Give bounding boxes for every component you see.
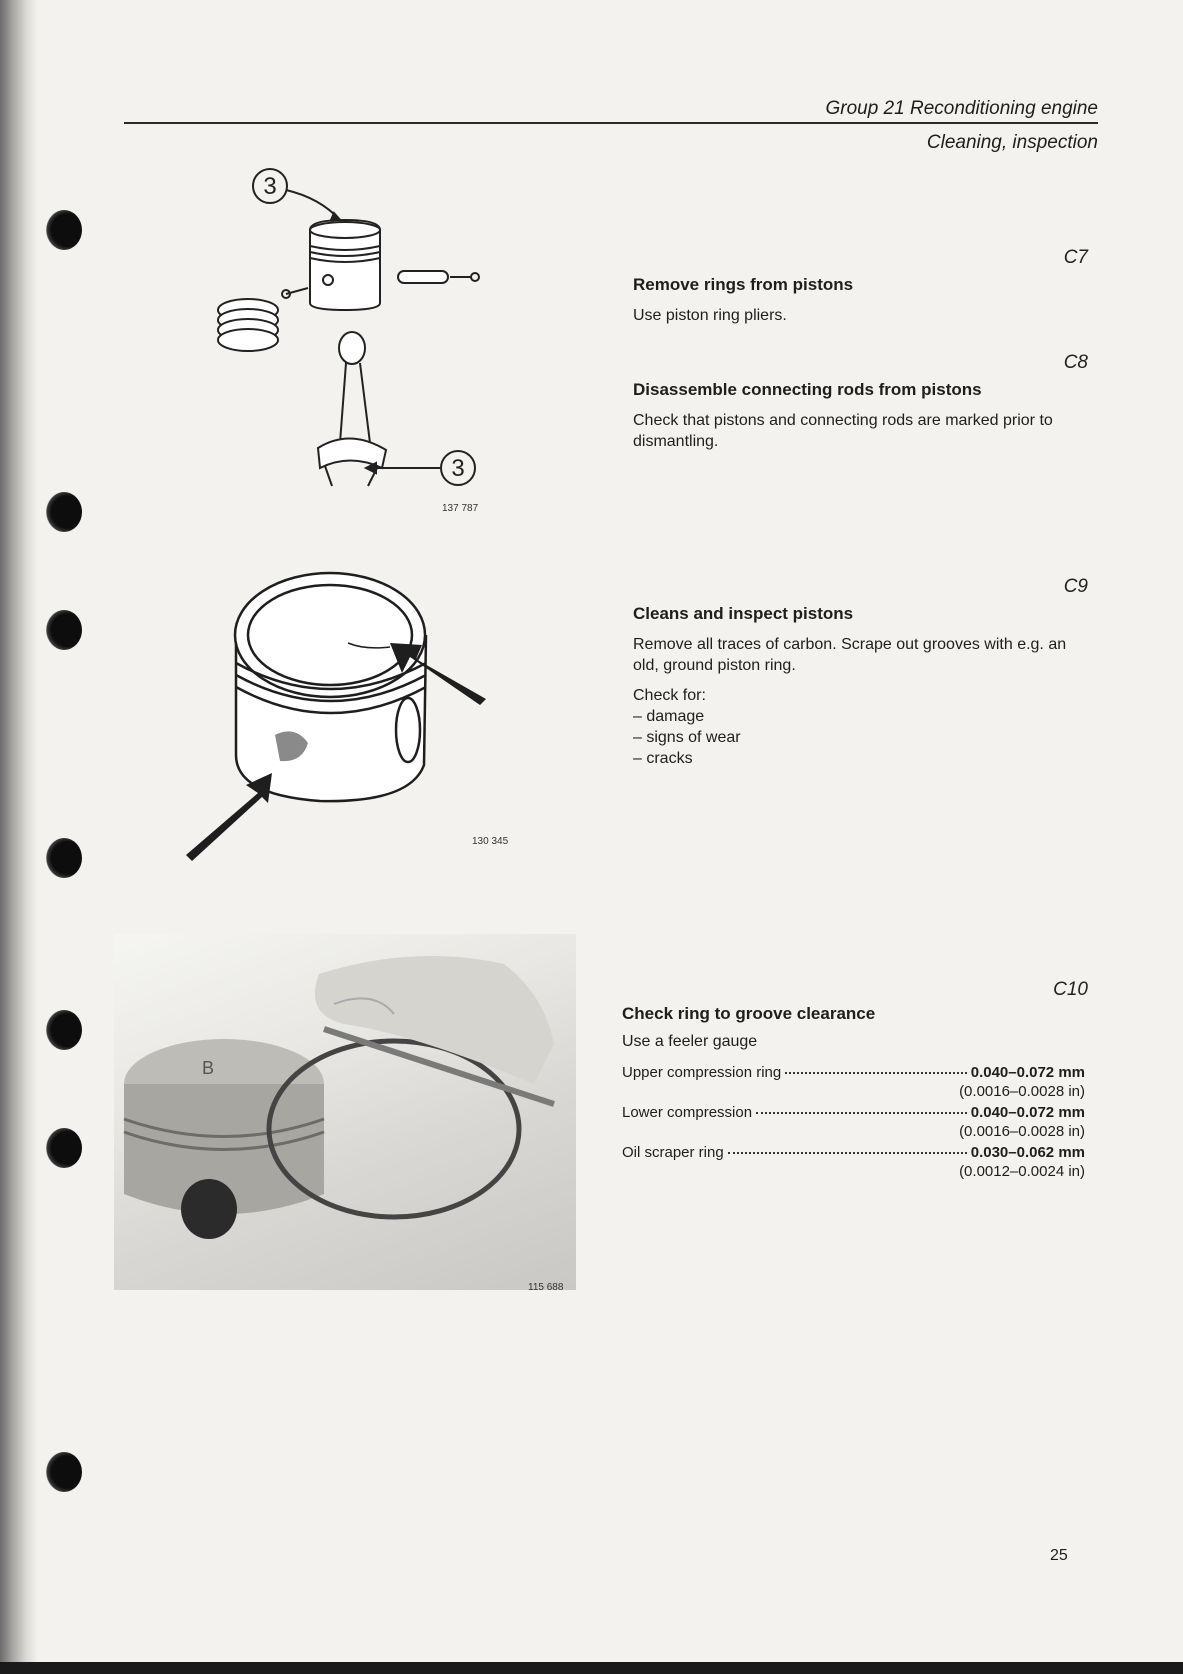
spec-value: 0.040–0.072 mm bbox=[970, 1104, 1085, 1121]
page-number: 25 bbox=[1050, 1547, 1068, 1564]
section-code: C9 bbox=[1063, 576, 1088, 597]
list-item: – signs of wear bbox=[633, 729, 741, 746]
section-text: Check that pistons and connecting rods are marked prior to dismantling. bbox=[633, 412, 1053, 450]
binder-hole bbox=[46, 1128, 82, 1168]
section-title: Cleans and inspect pistons bbox=[633, 604, 854, 623]
figure-piston-inspection bbox=[180, 565, 530, 865]
figure-number: 130 345 bbox=[472, 836, 509, 847]
check-label: Check for: bbox=[633, 687, 706, 704]
section-text: Use piston ring pliers. bbox=[633, 307, 787, 324]
figure-number: 137 787 bbox=[442, 503, 479, 514]
photo-feeler-gauge bbox=[114, 934, 576, 1290]
section-code: C10 bbox=[1053, 979, 1088, 1000]
scan-bottom-edge bbox=[0, 1662, 1183, 1674]
spec-row bbox=[622, 1063, 1085, 1082]
header-rule bbox=[124, 122, 1098, 124]
binder-hole bbox=[46, 1452, 82, 1492]
section-title: Check ring to groove clearance bbox=[622, 1004, 876, 1023]
leader-dots bbox=[756, 1112, 967, 1114]
section-code: C7 bbox=[1063, 247, 1088, 268]
list-item: – damage bbox=[633, 708, 705, 725]
section-body bbox=[633, 634, 1093, 769]
callout-number: 3 bbox=[451, 455, 465, 482]
spec-alt: (0.0016–0.0028 in) bbox=[959, 1123, 1085, 1140]
header-group-title: Group 21 Reconditioning engine bbox=[825, 98, 1098, 119]
section-body bbox=[633, 410, 1093, 461]
section-body bbox=[622, 1031, 1082, 1061]
check-list bbox=[633, 706, 1093, 769]
binder-hole bbox=[46, 1010, 82, 1050]
spec-value: 0.030–0.062 mm bbox=[970, 1144, 1085, 1161]
figure-number: 115 688 bbox=[528, 1282, 564, 1293]
spec-label: Upper compression ring bbox=[622, 1064, 782, 1081]
spec-alt: (0.0016–0.0028 in) bbox=[959, 1083, 1085, 1100]
section-text: Remove all traces of carbon. Scrape out grooves with e.g. an old, ground piston ring. bbox=[633, 636, 1067, 674]
spec-row bbox=[622, 1143, 1085, 1162]
spec-alt: (0.0012–0.0024 in) bbox=[959, 1163, 1085, 1180]
figure-piston-exploded bbox=[200, 168, 500, 513]
spec-value: 0.040–0.072 mm bbox=[970, 1064, 1085, 1081]
section-body bbox=[633, 305, 1093, 335]
section-code: C8 bbox=[1063, 352, 1088, 373]
leader-dots bbox=[785, 1072, 966, 1074]
photo-illustration bbox=[114, 934, 576, 1290]
section-title: Disassemble connecting rods from pistons bbox=[633, 380, 982, 399]
callout-number: 3 bbox=[263, 173, 277, 200]
spec-label: Oil scraper ring bbox=[622, 1144, 724, 1161]
list-item: – cracks bbox=[633, 750, 693, 767]
section-title: Remove rings from pistons bbox=[633, 275, 854, 294]
section-text: Use a feeler gauge bbox=[622, 1033, 758, 1050]
binding-edge bbox=[0, 0, 38, 1674]
binder-hole bbox=[46, 210, 82, 250]
binder-hole bbox=[46, 492, 82, 532]
spec-label: Lower compression bbox=[622, 1104, 753, 1121]
binder-hole bbox=[46, 610, 82, 650]
leader-dots bbox=[728, 1152, 967, 1154]
piston-mark: B bbox=[202, 1058, 215, 1078]
binder-hole bbox=[46, 838, 82, 878]
spec-row bbox=[622, 1103, 1085, 1122]
spec-table bbox=[622, 1063, 1085, 1183]
header-subtitle: Cleaning, inspection bbox=[926, 132, 1098, 153]
